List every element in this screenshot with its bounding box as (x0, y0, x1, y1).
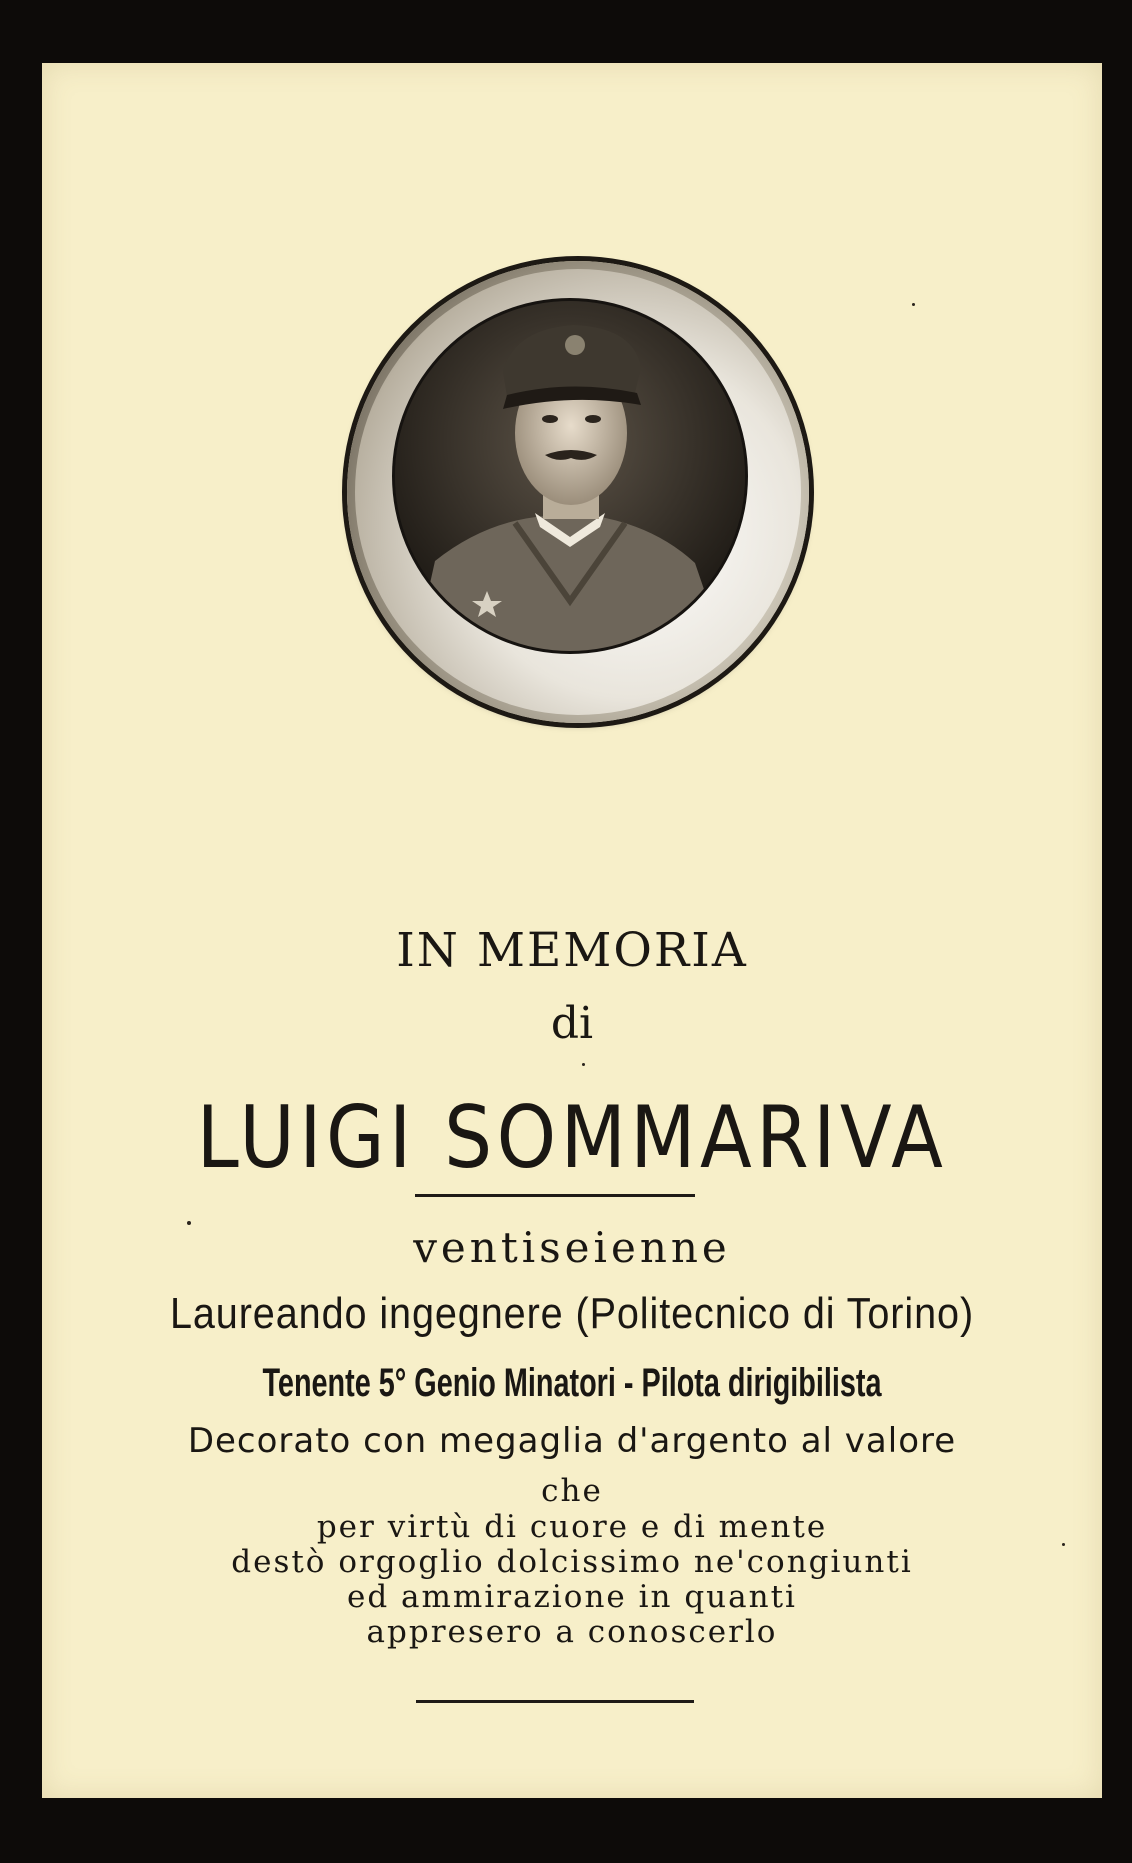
verse-line: per virtù di cuore e di mente (316, 1509, 828, 1545)
verse-line: ed ammirazione in quanti (347, 1579, 797, 1615)
decoration-line: Decorato con megaglia d'argento al valore (187, 1421, 957, 1461)
age-line: ventiseienne (413, 1223, 731, 1272)
verse-line: che (541, 1473, 603, 1509)
study-line: Laureando ingegnere (Politecnico di Torino) (169, 1289, 975, 1338)
paper-speck (582, 1063, 585, 1066)
preposition-di: di (550, 998, 594, 1049)
paper-speck (912, 303, 915, 306)
portrait-photo (395, 301, 745, 651)
verse-line: appresero a conoscerlo (366, 1614, 778, 1650)
verse-line: destò orgoglio dolcissimo ne'congiunti (231, 1544, 913, 1580)
heading-in-memoria: IN MEMORIA (396, 923, 748, 978)
deceased-name: LUIGI SOMMARIVA (196, 1088, 948, 1188)
divider-top (415, 1194, 695, 1197)
rank-line: Tenente 5° Genio Minatori - Pilota dirigibilista (262, 1361, 882, 1405)
divider-bottom (416, 1700, 694, 1703)
portrait-medallion (347, 261, 809, 723)
memorial-card (42, 63, 1102, 1798)
paper-speck (187, 1221, 191, 1225)
paper-speck (1062, 1543, 1065, 1546)
